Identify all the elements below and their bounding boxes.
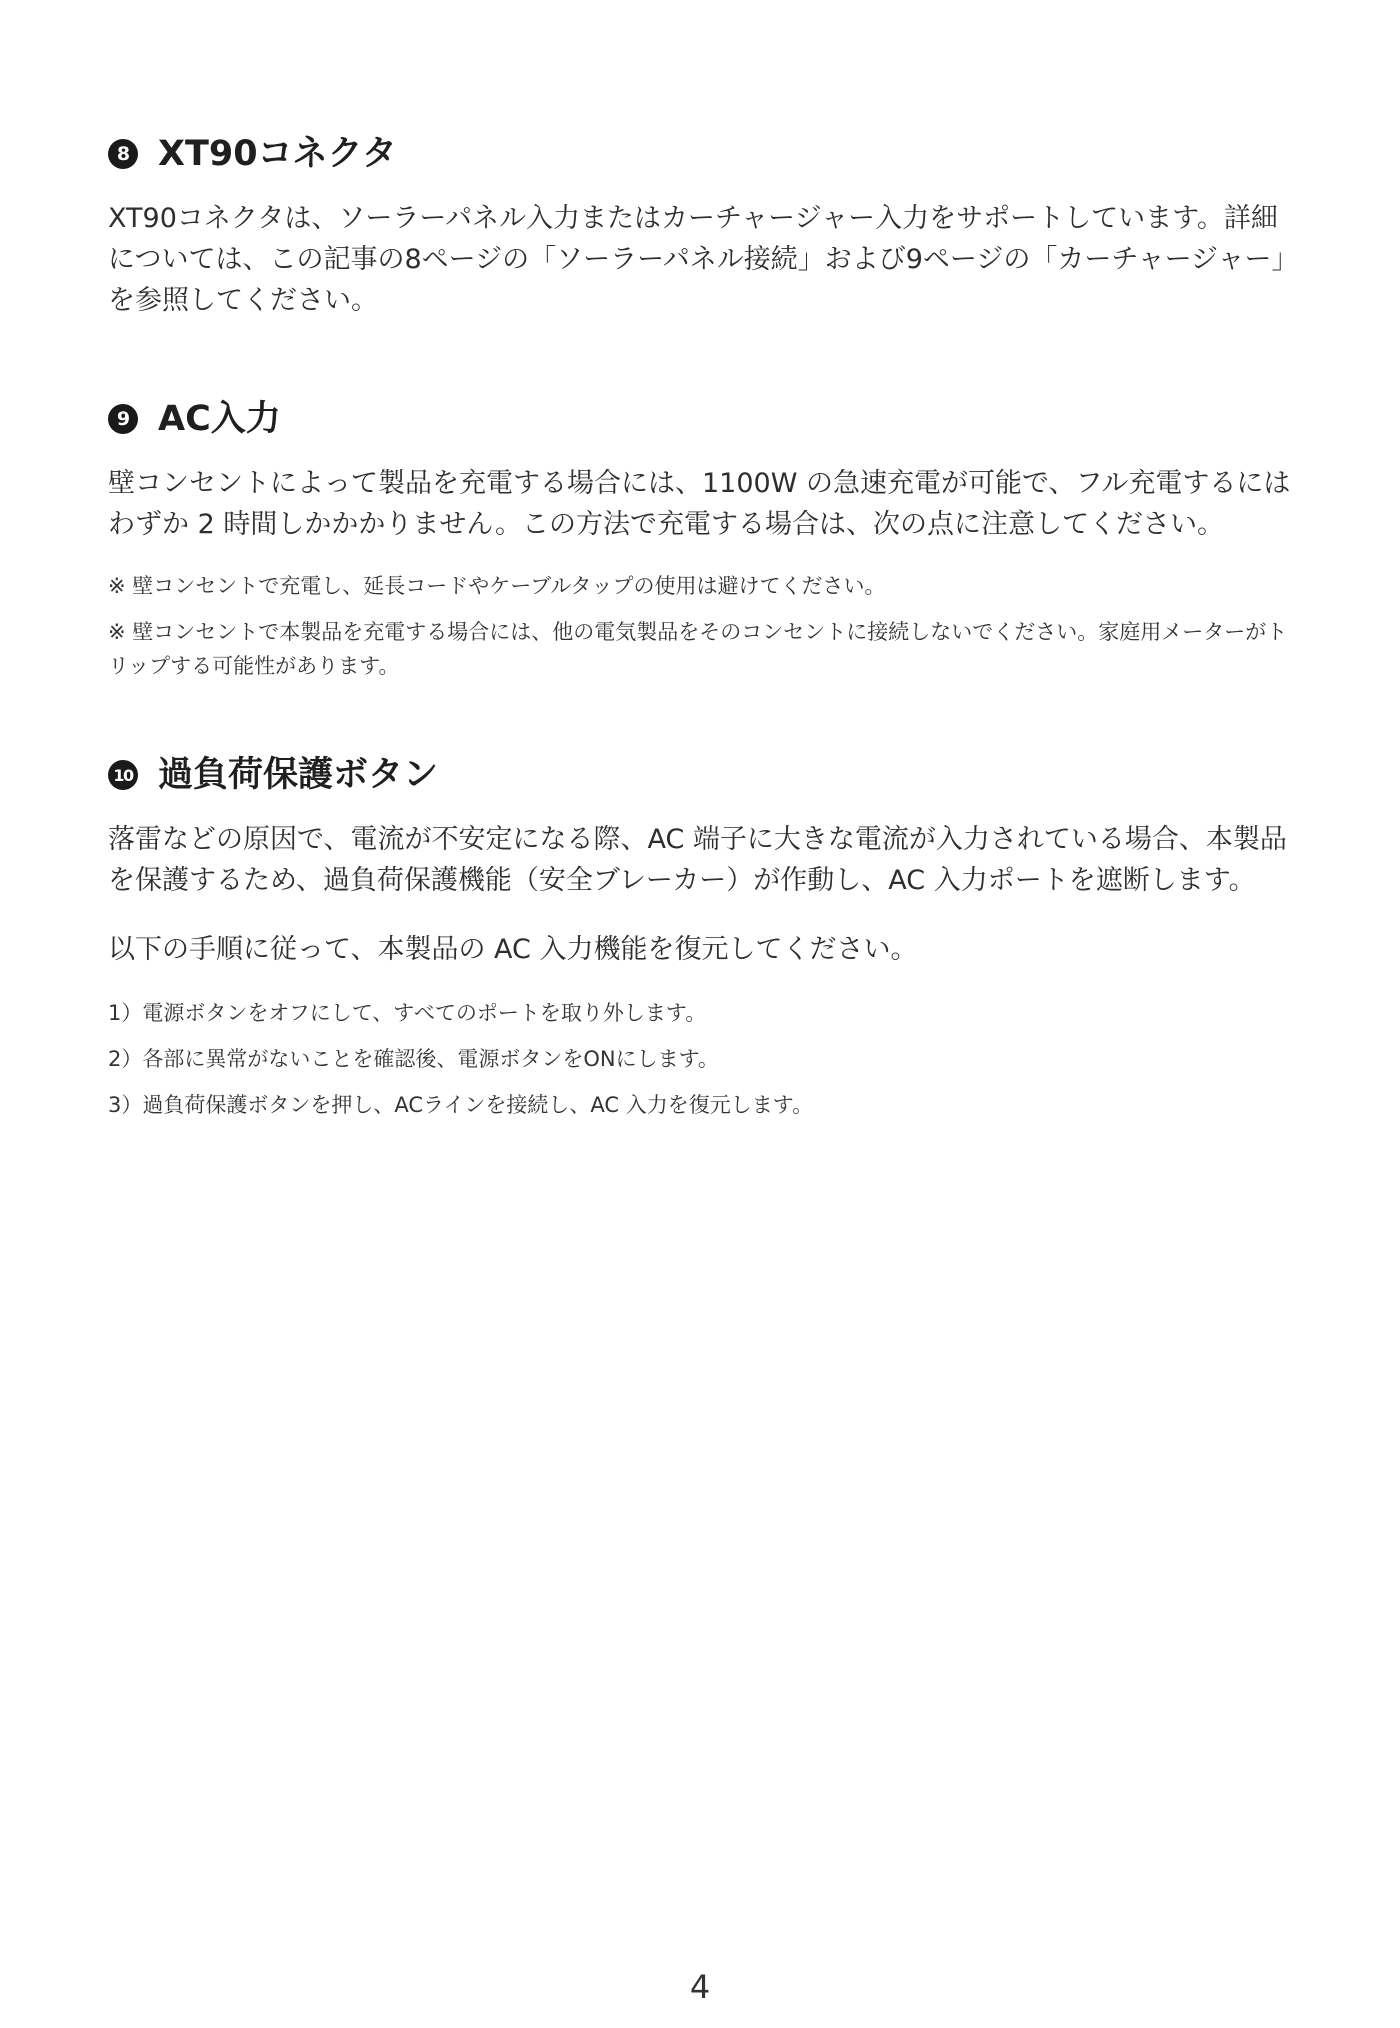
section-body: XT90コネクタは、ソーラーパネル入力またはカーチャージャー入力をサポートしています。詳細については、この記事の8ページの「ソーラーパネル接続」および9ページの「カーチャージャー」を参照してください。 bbox=[108, 203, 1299, 316]
page-number: 4 bbox=[689, 1968, 711, 2006]
section-title: XT90コネクタ bbox=[158, 134, 397, 174]
section-body-instructions: 以下の手順に従って、本製品の AC 入力機能を復元してください。 bbox=[108, 934, 918, 965]
section-ac-input bbox=[108, 393, 1300, 683]
caution-note: ※ 壁コンセントで充電し、延長コードやケーブルタップの使用は避けてください。 bbox=[108, 574, 886, 598]
section-overload-protection-button bbox=[108, 749, 1300, 1122]
step-item: 2）各部に異常がないことを確認後、電源ボタンをONにします。 bbox=[108, 1047, 719, 1071]
document-page bbox=[108, 128, 1300, 1134]
section-heading bbox=[108, 128, 1300, 180]
section-xt90-connector bbox=[108, 128, 1300, 321]
section-heading bbox=[108, 749, 1300, 801]
restore-steps-list bbox=[108, 996, 1300, 1122]
section-number-badge: 8 bbox=[108, 139, 138, 169]
section-number-badge: 10 bbox=[108, 760, 138, 790]
section-number-badge: 9 bbox=[108, 404, 138, 434]
section-body: 落雷などの原因で、電流が不安定になる際、AC 端子に大きな電流が入力されている場合、本製品を保護するため、過負荷保護機能（安全ブレーカー）が作動し、AC 入力ポートを遮断します。 bbox=[108, 824, 1287, 896]
step-item: 3）過負荷保護ボタンを押し、ACラインを接続し、AC 入力を復元します。 bbox=[108, 1093, 814, 1117]
section-title: AC入力 bbox=[158, 399, 281, 439]
section-body: 壁コンセントによって製品を充電する場合には、1100W の急速充電が可能で、フル充電するにはわずか 2 時間しかかかりません。この方法で充電する場合は、次の点に注意してください。 bbox=[108, 468, 1291, 540]
caution-note: ※ 壁コンセントで本製品を充電する場合には、他の電気製品をそのコンセントに接続しないでください。家庭用メーターがトリップする可能性があります。 bbox=[108, 620, 1288, 678]
section-title: 過負荷保護ボタン bbox=[158, 755, 439, 795]
step-item: 1）電源ボタンをオフにして、すべてのポートを取り外します。 bbox=[108, 1001, 707, 1025]
section-heading bbox=[108, 393, 1300, 445]
